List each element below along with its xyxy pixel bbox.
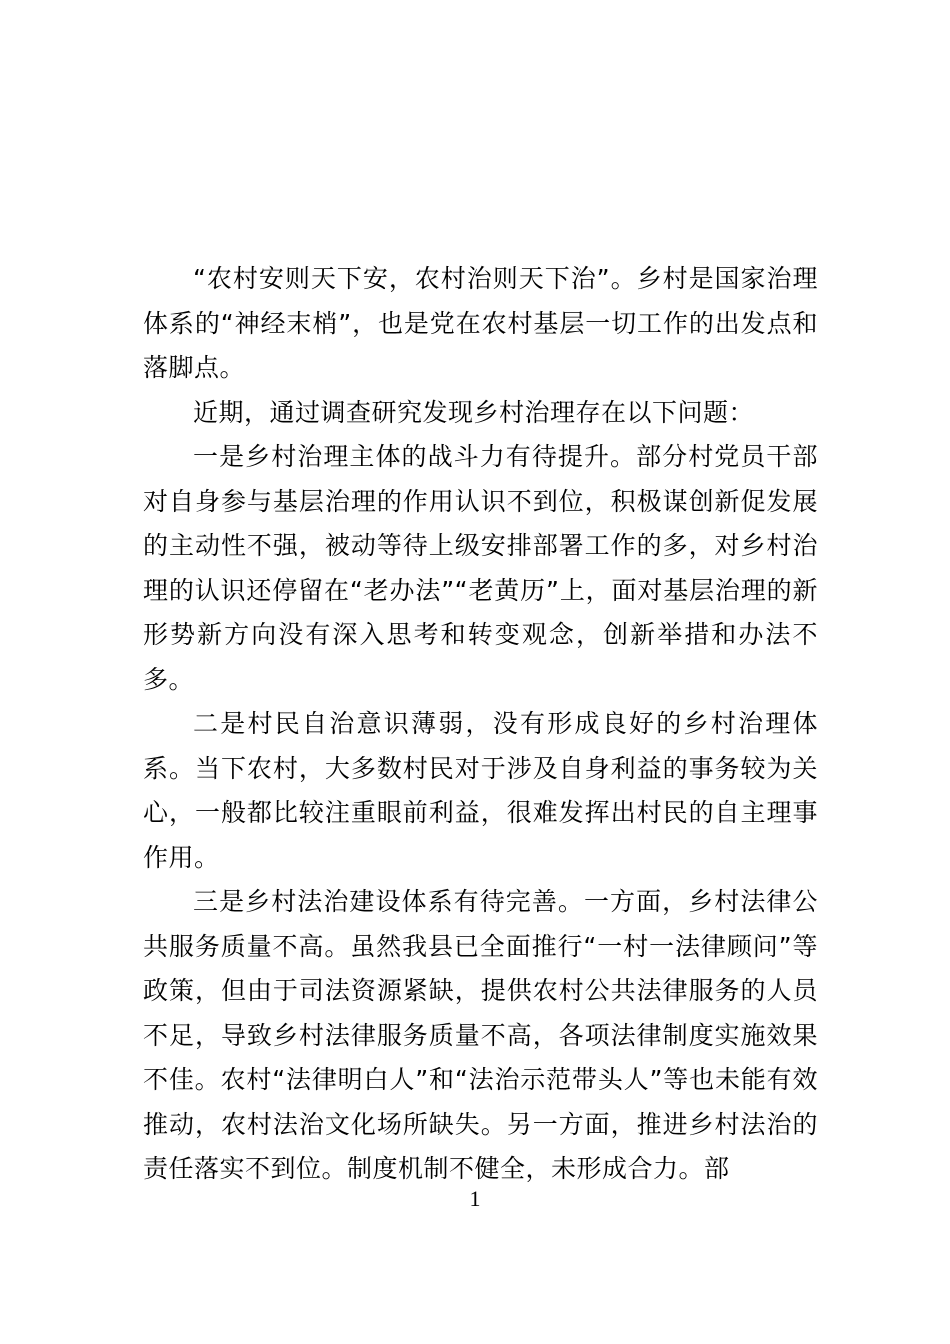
paragraph-problem-one: 一是乡村治理主体的战斗力有待提升。部分村党员干部对自身参与基层治理的作用认识不到位，积极谋创新促发展的主动性不强，被动等待上级安排部署工作的多，对乡村治理的认识还停留在“老办法”“老黄历”上，面对基层治理的新形势新方向没有深入思考和转变观念，创新举措和办法不多。 bbox=[143, 442, 818, 694]
paragraph-problems-lead: 近期，通过调查研究发现乡村治理存在以下问题： bbox=[193, 397, 755, 427]
document-body bbox=[143, 257, 818, 1192]
paragraph-problem-two: 二是村民自治意识薄弱，没有形成良好的乡村治理体系。当下农村，大多数村民对于涉及自身利益的事务较为关心，一般都比较注重眼前利益，很难发挥出村民的自主理事作用。 bbox=[143, 709, 818, 872]
paragraph-intro: “农村安则天下安，农村治则天下治”。乡村是国家治理体系的“神经末梢”，也是党在农村基层一切工作的出发点和落脚点。 bbox=[143, 264, 818, 382]
paragraph-problem-three: 三是乡村法治建设体系有待完善。一方面，乡村法律公共服务质量不高。虽然我县已全面推行“一村一法律顾问”等政策，但由于司法资源紧缺，提供农村公共法律服务的人员不足，导致乡村法律服务质量不高，各项法律制度实施效果不佳。农村“法律明白人”和“法治示范带头人”等也未能有效推动，农村法治文化场所缺失。另一方面，推进乡村法治的责任落实不到位。制度机制不健全，未形成合力。部 bbox=[143, 887, 818, 1183]
page-number: 1 bbox=[469, 1186, 481, 1211]
